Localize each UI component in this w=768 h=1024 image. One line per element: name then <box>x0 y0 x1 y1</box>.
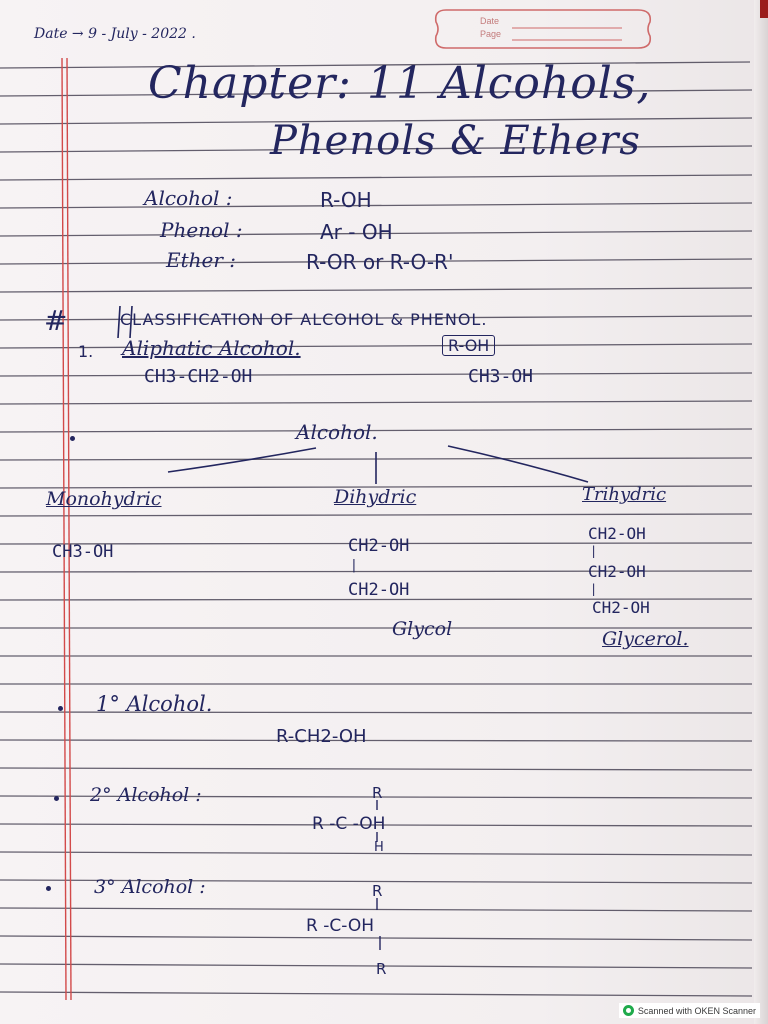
trihydric-line1: CH2-OH <box>588 524 646 543</box>
tertiary-top-r: R <box>372 882 383 900</box>
ether-label: Ether : <box>166 248 237 272</box>
trihydric-line2: CH2-OH <box>588 562 646 581</box>
watermark-text: Scanned with OKEN Scanner <box>637 1005 756 1016</box>
scanner-watermark <box>619 1003 760 1018</box>
alcohol-label: Alcohol : <box>144 186 233 210</box>
date-label: Date <box>480 16 500 26</box>
dihydric-line2: CH2-OH <box>348 580 410 600</box>
tertiary-alcohol-label: 3° Alcohol : <box>94 876 206 898</box>
tertiary-bottom-r: R <box>376 960 387 978</box>
chapter-title-line1: Chapter: 11 Alcohols, <box>148 58 652 109</box>
glycerol-label: Glycerol. <box>602 628 689 650</box>
ethanol-formula: CH3-CH2-OH <box>144 366 253 387</box>
item-number: 1. <box>78 342 94 361</box>
primary-alcohol-formula: R-CH2-OH <box>276 726 367 747</box>
secondary-alcohol-label: 2° Alcohol : <box>90 784 202 806</box>
dihydric-bond: | <box>350 558 358 573</box>
trihydric-title: Trihydric <box>582 484 667 505</box>
secondary-top-r: R <box>372 784 383 802</box>
classification-heading: CLASSIFICATION OF ALCOHOL & PHENOL. <box>120 310 488 329</box>
dihydric-line1: CH2-OH <box>348 536 410 556</box>
tree-root-alcohol: Alcohol. <box>296 420 378 444</box>
glycol-label: Glycol <box>392 618 453 640</box>
monohydric-formula: CH3-OH <box>52 542 114 562</box>
date-text: Date → 9 - July - 2022 . <box>34 26 196 42</box>
secondary-bottom-h: H <box>374 840 384 855</box>
aliphatic-alcohol-label: Aliphatic Alcohol. <box>122 336 301 360</box>
tertiary-alcohol-formula: R -C-OH <box>306 916 374 936</box>
trihydric-line3: CH2-OH <box>592 598 650 617</box>
phenol-formula: Ar - OH <box>320 220 393 244</box>
boxed-general-formula: R-OH <box>442 335 495 356</box>
page-label: Page <box>480 29 502 39</box>
alcohol-formula: R-OH <box>320 188 372 212</box>
trihydric-bond1: | <box>590 544 598 558</box>
secondary-alcohol-formula: R -C -OH <box>312 814 386 834</box>
primary-alcohol-label: 1° Alcohol. <box>96 692 213 716</box>
chapter-title-line2: Phenols & Ethers <box>270 118 641 164</box>
trihydric-bond2: | <box>590 582 598 596</box>
dihydric-title: Dihydric <box>334 486 417 508</box>
phenol-label: Phenol : <box>160 218 243 242</box>
hash-glyph: # <box>44 304 68 337</box>
methanol-formula: CH3-OH <box>468 366 534 387</box>
ether-formula: R-OR or R-O-R' <box>306 250 454 274</box>
oken-scanner-logo-icon <box>623 1005 634 1016</box>
monohydric-title: Monohydric <box>46 488 162 510</box>
